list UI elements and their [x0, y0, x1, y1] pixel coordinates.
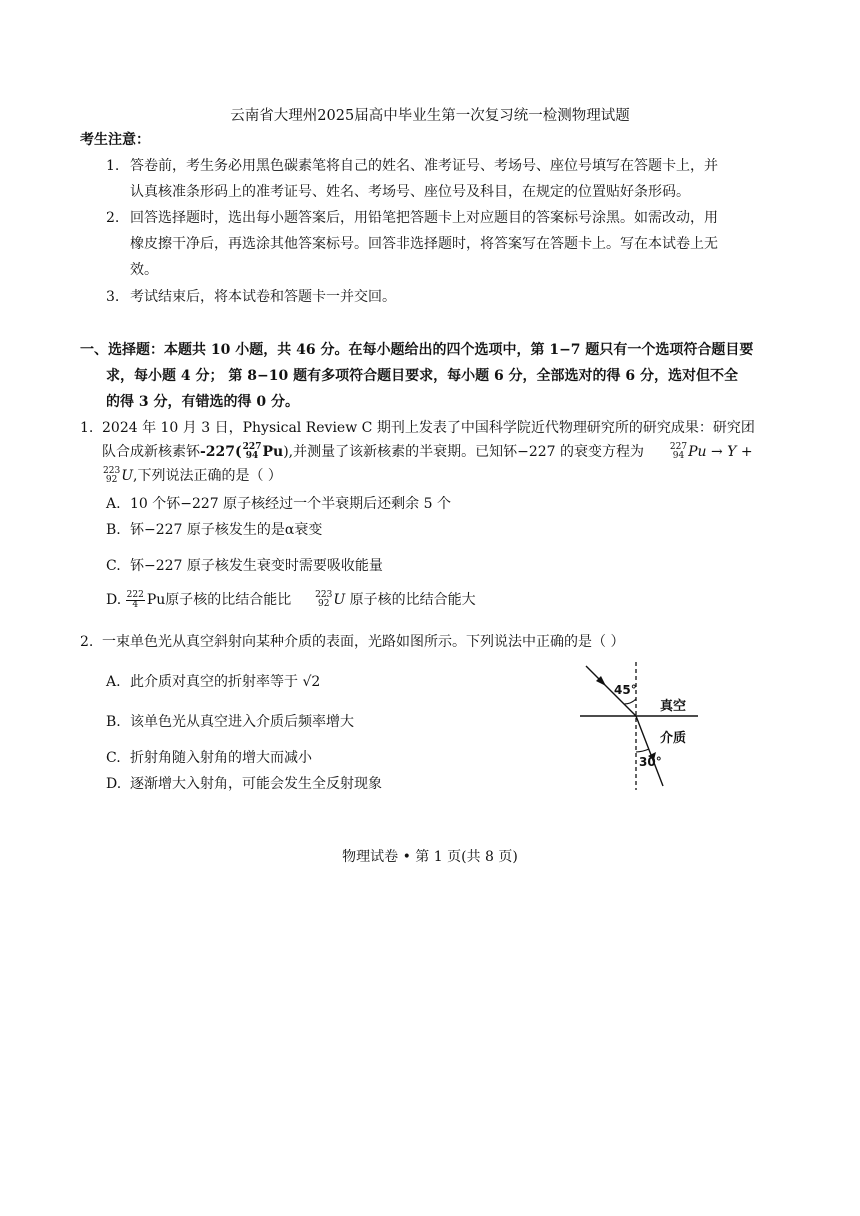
q1-option-d-mid: 原子核的比结合能比: [165, 592, 292, 608]
question-1-line-1: 2024 年 10 月 3 日，Physical Review C 期刊上发表了中国科学院近代物理研究所的研究成果：研究团: [102, 420, 755, 436]
q1-line2-c: ),并测量了该新核素的半衰期。已知钚−227 的衰变方程为: [283, 444, 645, 460]
page-footer: 物理试卷 • 第 1 页(共 8 页): [342, 849, 518, 865]
section-heading-line-3: 的得 3 分，有错选的得 0 分。: [106, 394, 299, 410]
q2-option-d-text: 逐渐增大入射角，可能会发生全反射现象: [130, 776, 382, 792]
q1-option-b-label: B.: [106, 522, 121, 538]
q1-inline-pu: Pu: [262, 444, 284, 460]
incidence-angle-arc: [624, 699, 636, 704]
angle-label-30: 30°: [639, 755, 662, 769]
notice-item-1-line-1: 答卷前，考生务必用黑色碳素笔将自己的姓名、准考证号、考场号、座位号填写在答题卡上，并: [130, 158, 718, 174]
q2-option-b-text: 该单色光从真空进入介质后频率增大: [130, 714, 354, 730]
q1-option-c-text: 钚−227 原子核发生衰变时需要吸收能量: [130, 558, 383, 574]
angle-label-45: 45°: [614, 683, 637, 697]
q2-option-c-text: 折射角随入射角的增大而减小: [130, 750, 312, 766]
question-1-line-3: [102, 466, 282, 486]
q1-option-d-end: 原子核的比结合能大: [349, 592, 476, 608]
q1-line2-bold: -227(: [200, 444, 242, 460]
label-vacuum: 真空: [660, 699, 687, 714]
q1-option-d-u-numbers: [315, 591, 332, 609]
q2-option-d-label: D.: [106, 776, 122, 792]
notice-heading: 考生注意：: [80, 132, 150, 148]
notice-item-3-line-1: 考试结束后，将本试卷和答题卡一并交回。: [130, 289, 396, 305]
q1-u-charge: 92: [105, 475, 118, 485]
q2-option-b-label: B.: [106, 714, 121, 730]
label-medium: 介质: [660, 731, 687, 746]
refraction-diagram: [576, 660, 706, 792]
notice-item-2-line-3: 效。: [130, 262, 158, 278]
question-1-number: 1.: [80, 420, 94, 436]
notice-item-2-line-2: 橡皮擦干净后，再选涂其他答案标号。回答非选择题时，将答案写在答题卡上。写在本试卷上无: [130, 236, 718, 252]
q1-option-d-frac-top: 222: [126, 589, 144, 600]
q1-option-d-u-symbol: U: [333, 592, 346, 608]
question-2-text: 一束单色光从真空斜射向某种介质的表面，光路如图所示。下列说法中正确的是（ ）: [102, 634, 625, 650]
q1-inline-mass: 227: [242, 442, 262, 452]
q1-eq-rest: → Y +: [711, 444, 753, 460]
q2-option-a-label: A.: [106, 674, 121, 690]
q1-u-numbers: [103, 467, 120, 485]
notice-item-2-num: 2.: [106, 210, 120, 226]
notice-item-1-line-2: 认真核准条形码上的准考证号、姓名、考场号、座位号及科目，在规定的位置贴好条形码。: [130, 184, 690, 200]
q1-option-c-label: C.: [106, 558, 121, 574]
q1-inline-nuclide-numbers: [243, 443, 262, 461]
q1-u-mass: 223: [103, 466, 121, 476]
notice-item-1-num: 1.: [106, 158, 120, 174]
question-2-number: 2.: [80, 634, 94, 650]
q1-option-b-text: 钚−227 原子核发生的是α衰变: [130, 522, 323, 538]
q1-eq-mass: 227: [669, 442, 688, 452]
q1-u-symbol: U: [121, 468, 133, 484]
q1-option-a-label: A.: [106, 496, 121, 512]
q1-option-d-fraction: [126, 591, 145, 610]
section-heading-line-1: 一、选择题：本题共 10 小题，共 46 分。在每小题给出的四个选项中，第 1−7 题只有一个选项符合题目要: [80, 342, 754, 358]
notice-item-3-num: 3.: [106, 289, 120, 305]
question-1-line-2: [102, 442, 753, 462]
q1-option-d-label: D.: [106, 592, 122, 608]
q1-option-a-text: 10 个钚−227 原子核经过一个半衰期后还剩余 5 个: [130, 496, 451, 512]
q1-option-d-u-charge: 92: [318, 599, 330, 609]
refraction-angle-arc: [636, 749, 649, 752]
q1-line3-rest: ,下列说法正确的是（ ）: [133, 468, 282, 484]
refracted-ray: [636, 716, 663, 786]
page-title: 云南省大理州2025届高中毕业生第一次复习统一检测物理试题: [230, 108, 630, 124]
q1-option-d-frac-bot: 4: [132, 599, 139, 610]
notice-item-2-line-1: 回答选择题时，选出每小题答案后，用铅笔把答题卡上对应题目的答案标号涂黑。如需改动，用: [130, 210, 718, 226]
q1-eq-charge: 94: [672, 451, 685, 461]
section-heading-line-2: 求，每小题 4 分； 第 8−10 题有多项符合题目要求，每小题 6 分，全部选对的得 6 分，选对但不全: [106, 368, 739, 384]
q2-option-c-label: C.: [106, 750, 121, 766]
q1-option-d: [106, 590, 476, 610]
q1-option-d-pu: Pu: [146, 592, 166, 608]
q2-option-a-text: 此介质对真空的折射率等于 √2: [130, 674, 321, 690]
q1-line2-a: 队合成新核素钚: [102, 444, 200, 460]
q1-eq-pu: Pu: [688, 444, 707, 460]
q1-eq-nuclide-numbers: [670, 443, 687, 461]
q1-option-d-u-mass: 223: [315, 590, 333, 600]
q1-inline-charge: 94: [245, 451, 259, 461]
